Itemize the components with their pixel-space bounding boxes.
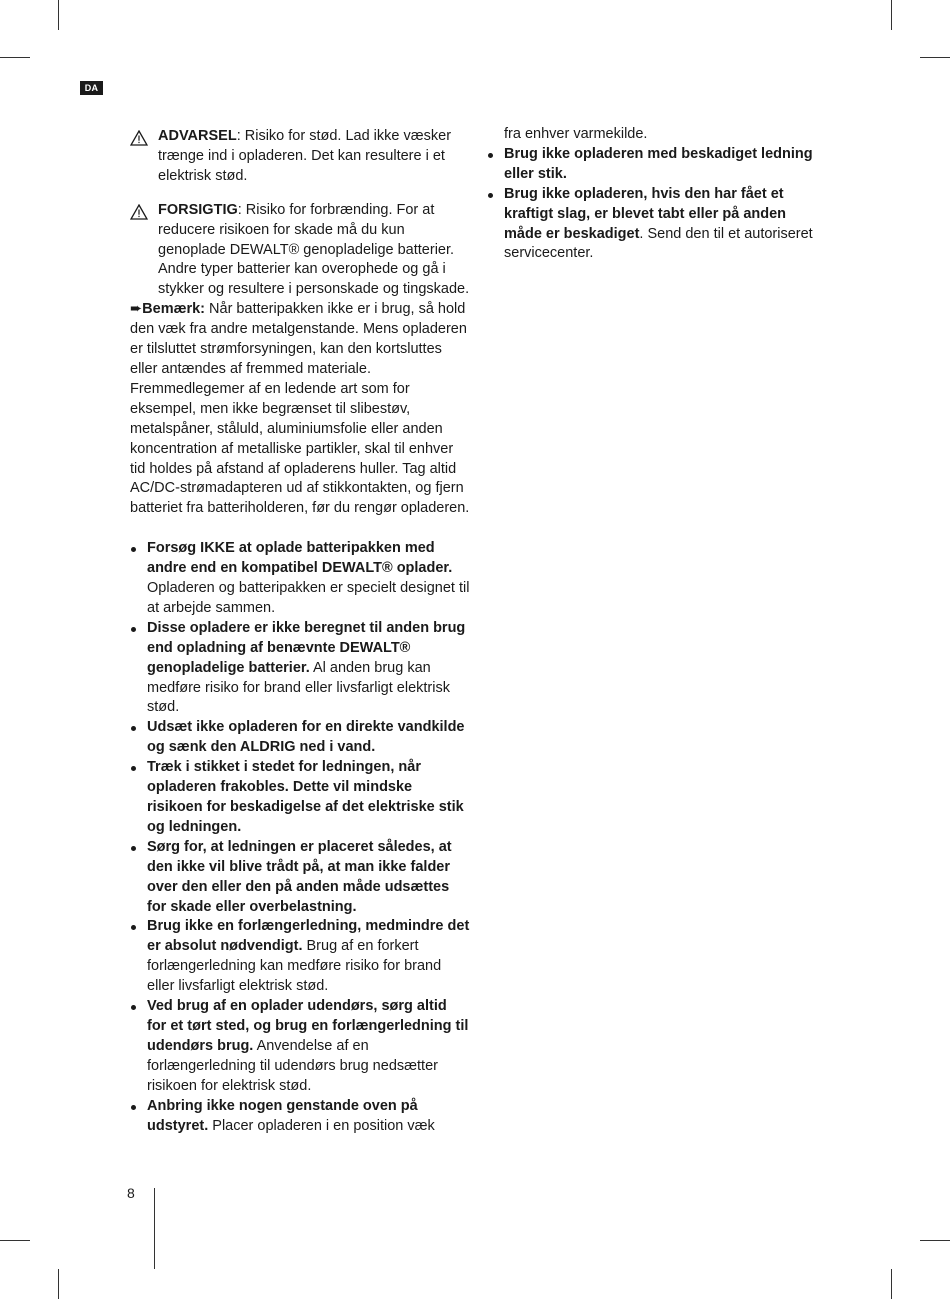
list-item: Forsøg IKKE at oplade batteripakken med andre end en kompatibel DEWALT® oplader. Opladeren og batteripakken er specielt designet til at arbejde sammen. (130, 539, 470, 619)
caution-label: FORSIGTIG (158, 201, 238, 218)
safety-list (130, 539, 470, 1136)
left-column (130, 127, 470, 1136)
warning-block (130, 127, 470, 187)
crop-mark (0, 1240, 30, 1241)
list-item: Brug ikke opladeren med beskadiget ledning eller stik. (487, 145, 817, 185)
note-label: Bemærk: (142, 301, 206, 318)
list-item: Ved brug af en oplader udendørs, sørg altid for et tørt sted, og brug en forlængerledning til udendørs brug. Anvendelse af en forlængerledning til udendørs brug nedsætter risikoen for elektrisk stød. (130, 997, 470, 1097)
crop-mark (58, 0, 59, 30)
page-number: 8 (127, 1185, 135, 1201)
note-text: Når batteripakken ikke er i brug, så hold den væk fra andre metalgenstande. Mens opladeren er tilsluttet strømforsyningen, kan den kortsluttes eller antændes af fremmed materiale. Fremmedlegemer af en ledende art som for eksempel, men ikke begrænset til slibestøv, metalspåner, ståluld, aluminiumsfolie eller anden koncentration af metalliske partikler, skal til enhver tid holdes på afstand af opladerens huller. Tag altid AC/DC-strømadapteren ud af stikkontakten, og fjern batteriet fra batteriholderen, før du rengør opladeren. (130, 301, 470, 517)
crop-mark (920, 1240, 950, 1241)
continuation-text: fra enhver varmekilde. (504, 126, 648, 142)
list-item: Anbring ikke nogen genstande oven på udstyret. Placer opladeren i en position væk (130, 1097, 470, 1137)
warning-triangle-icon (130, 130, 148, 146)
caution-block (130, 201, 470, 301)
warning-triangle-icon (130, 204, 148, 220)
caution-text: : Risiko for forbrænding. For at reducere risikoen for skade må du kun genoplade DEWALT® genopladelige batterier. Andre typer batterier kan overophede og gå i stykker og resultere i personskade og tingskade. (158, 201, 470, 298)
list-item: Udsæt ikke opladeren for en direkte vandkilde og sænk den ALDRIG ned i vand. (130, 718, 470, 758)
crop-mark (58, 1269, 59, 1299)
list-item: Brug ikke en forlængerledning, medmindre det er absolut nødvendigt. Brug af en forkert forlængerledning kan medføre risiko for brand eller livsfarligt elektrisk stød. (130, 917, 470, 997)
crop-mark (0, 57, 30, 58)
list-item: Brug ikke opladeren, hvis den har fået et kraftigt slag, er blevet tabt eller på anden måde er beskadiget. Send den til et autoriseret servicecenter. (487, 185, 817, 265)
crop-mark (891, 1269, 892, 1299)
list-item: Disse opladere er ikke beregnet til anden brug end opladning af benævnte DEWALT® genopladelige batterier. Al anden brug kan medføre risiko for brand eller livsfarligt elektrisk stød. (130, 619, 470, 719)
note-paragraph (130, 300, 470, 519)
language-badge: DA (80, 81, 103, 95)
list-item: Træk i stikket i stedet for ledningen, når opladeren frakobles. Dette vil mindske risikoen for beskadigelse af det elektriske stik og ledningen. (130, 758, 470, 838)
crop-mark (891, 0, 892, 30)
warning-label: ADVARSEL (158, 128, 237, 144)
arrow-right-icon: ➨ (130, 301, 143, 318)
page-divider (154, 1188, 155, 1269)
safety-list-continued (487, 145, 817, 264)
crop-mark (920, 57, 950, 58)
right-column (487, 125, 817, 264)
list-item: Sørg for, at ledningen er placeret således, at den ikke vil blive trådt på, at man ikke falder over den eller den på anden måde udsættes for skade eller overbelastning. (130, 838, 470, 918)
warning-text: : Risiko for stød. Lad ikke væsker trænge ind i opladeren. Det kan resultere i et elektrisk stød. (158, 128, 452, 184)
